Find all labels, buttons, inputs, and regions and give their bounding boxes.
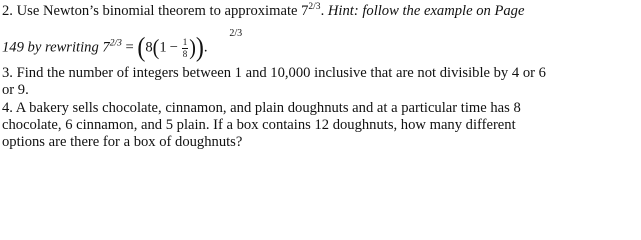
hint-text-2: 149 by rewriting 7 bbox=[2, 39, 110, 56]
fraction-numerator: 1 bbox=[182, 36, 188, 47]
inner-right-paren: ) bbox=[189, 35, 196, 61]
expr-minus: − bbox=[169, 39, 178, 56]
hint-exponent: 2/3 bbox=[109, 38, 122, 49]
problem-2-exponent: 2/3 bbox=[308, 2, 321, 12]
fraction-one-eighth bbox=[182, 38, 189, 59]
problem-4-line-3 bbox=[2, 135, 242, 150]
problem-2-line-1 bbox=[2, 4, 524, 19]
problem-4-text-2: chocolate, 6 cinnamon, and 5 plain. If a box contains 12 doughnuts, how many different bbox=[2, 117, 516, 133]
problem-4-line-2 bbox=[2, 118, 516, 133]
outer-left-paren: ( bbox=[137, 33, 146, 63]
expr-one: 1 bbox=[159, 39, 167, 56]
outer-right-paren: ) bbox=[195, 33, 204, 63]
problem-2-text: Use Newton’s binomial theorem to approximate 7 bbox=[16, 3, 309, 19]
problem-3-text-1: Find the number of integers between 1 and 10,000 inclusive that are not divisible by 4 or 6 bbox=[16, 65, 546, 81]
problem-4-number: 4. bbox=[2, 100, 13, 116]
problem-4-line-1 bbox=[2, 101, 521, 116]
problem-3-number: 3. bbox=[2, 65, 13, 81]
problem-2-number: 2. bbox=[2, 3, 13, 19]
problem-3-text-2: or 9. bbox=[2, 82, 29, 98]
problem-3-line-1 bbox=[2, 66, 546, 81]
hint-text-1: follow the example on Page bbox=[362, 3, 525, 19]
fraction-denominator: 8 bbox=[182, 48, 188, 59]
outer-exponent: 2/3 bbox=[229, 28, 243, 39]
problem-4-text-1: A bakery sells chocolate, cinnamon, and plain doughnuts and at a particular time has 8 bbox=[15, 100, 521, 116]
problem-3-line-2 bbox=[2, 83, 29, 98]
document-page bbox=[2, 0, 638, 156]
equals-sign: = bbox=[121, 39, 138, 56]
problem-4-text-3: options are there for a box of doughnuts? bbox=[2, 134, 243, 150]
expr-eight: 8 bbox=[145, 39, 153, 56]
inner-left-paren: ( bbox=[152, 35, 160, 61]
problem-2-line-2 bbox=[2, 28, 243, 63]
trailing-period: . bbox=[203, 39, 208, 56]
binomial-expression bbox=[137, 28, 243, 63]
problem-2-period: . bbox=[320, 3, 325, 19]
hint-label: Hint: bbox=[327, 3, 363, 19]
